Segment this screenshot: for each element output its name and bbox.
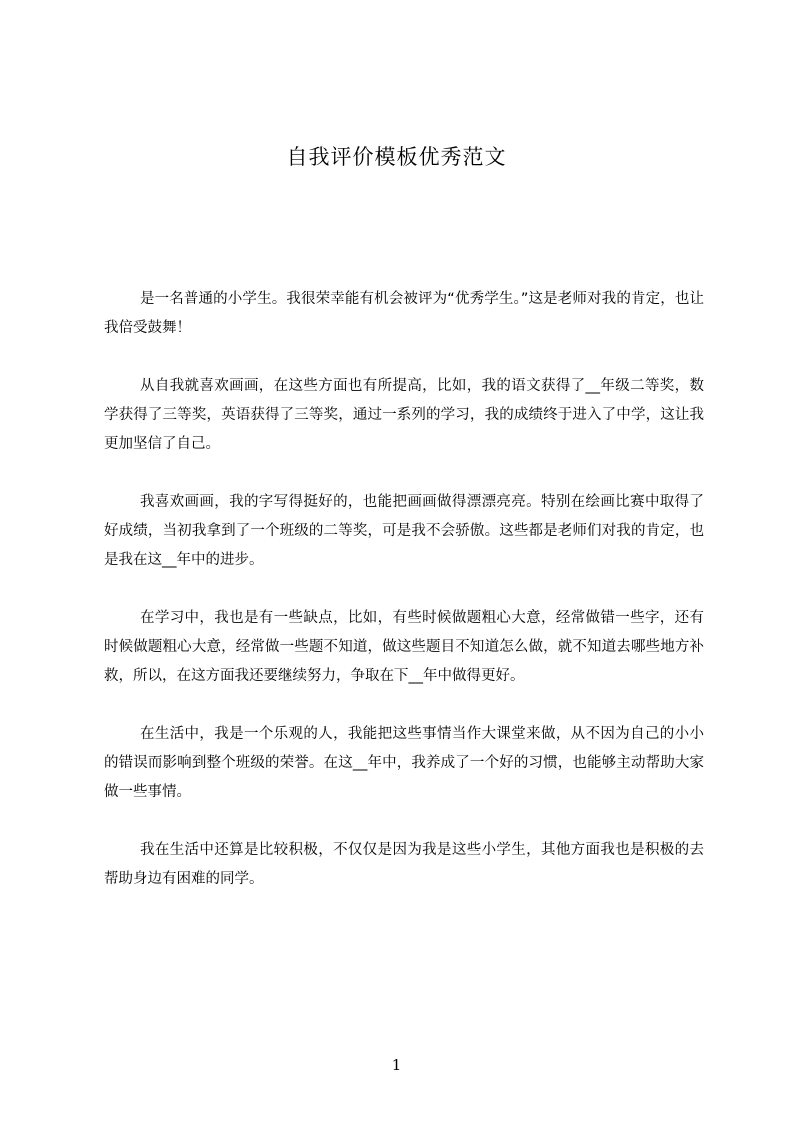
- document-body: [104, 285, 704, 923]
- paragraph-1: 是一名普通的小学生。我很荣幸能有机会被评为“优秀学生。”这是老师对我的肯定，也让我倍受鼓舞！: [104, 291, 704, 336]
- paragraph-4: 在学习中，我也是有一些缺点，比如，有些时候做题粗心大意，经常做错一些字，还有时候做题粗心大意，经常做一些题不知道，做这些题目不知道怎么做，就不知道去哪些地方补救，所以，在这方面我还要继续努力，争取在下__年中做得更好。: [104, 610, 704, 684]
- paragraph-3: 我喜欢画画，我的字写得挺好的，也能把画画做得漂漂亮亮。特别在绘画比赛中取得了好成绩，当初我拿到了一个班级的二等奖，可是我不会骄傲。这些都是老师们对我的肯定，也是我在这__年中的进步。: [104, 494, 704, 568]
- paragraph-2: 从自我就喜欢画画，在这些方面也有所提高，比如，我的语文获得了__年级二等奖，数学获得了三等奖，英语获得了三等奖，通过一系列的学习，我的成绩终于进入了中学，这让我更加坚信了自己。: [104, 378, 704, 452]
- paragraph-5: 在生活中，我是一个乐观的人，我能把这些事情当作大课堂来做，从不因为自己的小小的错误而影响到整个班级的荣誉。在这__年中，我养成了一个好的习惯，也能够主动帮助大家做一些事情。: [104, 726, 704, 800]
- document-title: 自我评价模板优秀范文: [286, 145, 507, 169]
- page-number: 1: [391, 1056, 402, 1074]
- paragraph-6: 我在生活中还算是比较积极，不仅仅是因为我是这些小学生，其他方面我也是积极的去帮助身边有困难的同学。: [104, 842, 704, 887]
